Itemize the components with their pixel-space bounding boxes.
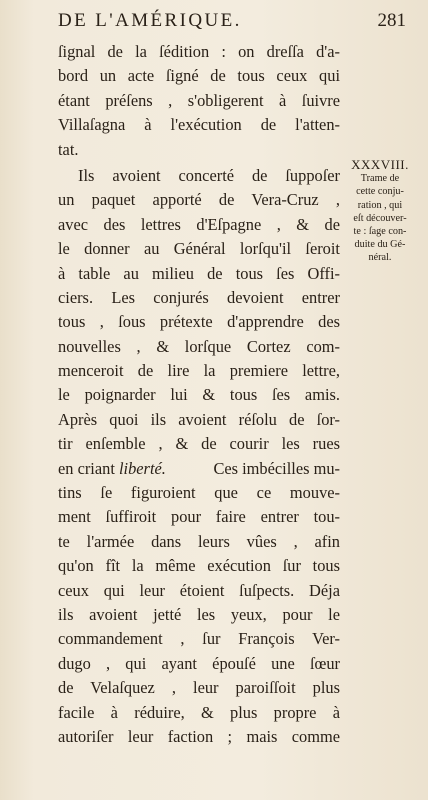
text-line: ils avoient jetté les yeux, pour le — [58, 604, 340, 624]
running-title: DE L'AMÉRIQUE. — [58, 10, 242, 31]
text-line: qu'on fît la même exécution ſur tous — [58, 556, 340, 576]
text-line: le poignarder lui & tous ſes amis. — [58, 385, 340, 405]
text-fragment: Ces imbécilles mu- — [213, 458, 340, 478]
text-line: le donner au Général lorſqu'il ſeroit — [58, 239, 340, 259]
margin-note-heading: XXXVIII. — [351, 157, 409, 172]
text-line: ceux qui leur étoient ſuſpects. Déja — [58, 580, 340, 600]
margin-note-line: ration , qui — [357, 199, 403, 211]
text-fragment-roman: en criant — [58, 458, 119, 478]
text-line: Villaſagna à l'exécution de l'atten- — [58, 115, 340, 135]
margin-note — [340, 158, 420, 265]
page-number: 281 — [377, 10, 406, 31]
text-line: ſignal de la ſédition : on dreſſa d'a- — [58, 42, 340, 61]
margin-note-line: néral. — [368, 252, 392, 264]
text-line: étant préſens , s'obligerent à ſuivre — [58, 90, 340, 110]
text-line: dugo , qui ayant épouſé une ſœur — [58, 653, 340, 673]
text-line-mixed — [58, 457, 340, 481]
italic-word: liberté. — [118, 458, 166, 478]
text-line: ciers. Les conjurés devoient entrer — [58, 287, 340, 307]
text-line: ment ſuffiroit pour faire entrer tou- — [58, 507, 340, 527]
text-line: autoriſer leur faction ; mais comme — [58, 726, 340, 746]
text-line: facile à réduire, & plus propre à — [58, 702, 340, 722]
text-line: te l'armée dans leurs vûes , afin — [58, 531, 340, 551]
margin-note-line: te : ſage con- — [353, 226, 407, 238]
text-line: avec des lettres d'Eſpagne , & de — [58, 214, 340, 234]
margin-note-line: duite du Gé- — [354, 239, 406, 251]
text-line: nouvelles , & lorſque Cortez com- — [58, 336, 340, 356]
text-fragment — [58, 457, 166, 481]
text-line: tat. — [58, 139, 79, 159]
paragraph-start-line: Ils avoient concerté de ſuppoſer — [78, 165, 340, 185]
text-line: menceroit de lire la premiere lettre, — [58, 361, 340, 381]
text-line: un paquet apporté de Vera-Cruz , — [58, 190, 340, 210]
margin-note-line: Trame de — [360, 173, 400, 185]
text-line: à table au milieu de tous ſes Offi- — [58, 263, 340, 283]
text-line: bord un acte ſigné de tous ceux qui — [58, 66, 340, 86]
page-header — [58, 8, 406, 36]
text-line: tous , ſous prétexte d'apprendre des — [58, 312, 340, 332]
text-line: de Velaſquez , leur paroiſſoit plus — [58, 678, 340, 698]
margin-note-line: cette conju- — [356, 186, 404, 198]
text-line: commandement , ſur François Ver- — [58, 629, 340, 649]
text-line: tins ſe figuroient que ce mouve- — [58, 483, 340, 503]
text-line: tir enſemble , & de courir les rues — [58, 434, 340, 454]
margin-note-line: eſt découver- — [353, 212, 407, 224]
text-line: Après quoi ils avoient réſolu de ſor- — [58, 409, 340, 429]
body-text — [58, 40, 340, 749]
